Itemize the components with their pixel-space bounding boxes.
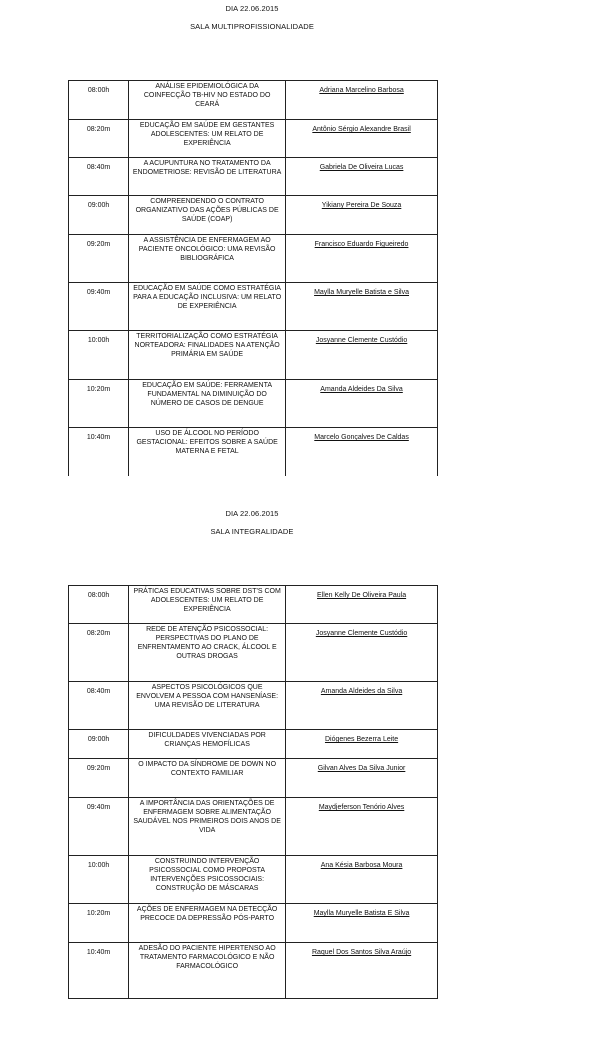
- schedule-row: [69, 856, 438, 904]
- time-cell: 08:20m: [69, 624, 129, 682]
- schedule-row: [69, 235, 438, 283]
- time-cell: 08:40m: [69, 682, 129, 730]
- author-cell: Amanda Aldeides da Silva: [286, 682, 438, 730]
- schedule-row: [69, 943, 438, 999]
- title-cell: DIFICULDADES VIVENCIADAS POR CRIANÇAS HEMOFÍLICAS: [129, 730, 286, 759]
- session2-date: DIA 22.06.2015: [225, 509, 279, 518]
- session2-schedule-table: [68, 585, 438, 999]
- title-cell: CONSTRUINDO INTERVENÇÃO PSICOSSOCIAL COMO PROPOSTA INTERVENÇÕES PSICOSSOCIAIS: CONSTRUÇÃO DE MÁSCARAS: [129, 856, 286, 904]
- time-cell: 10:40m: [69, 428, 129, 476]
- author-cell: Josyanne Clemente Custódio: [286, 331, 438, 380]
- author-cell: Yikiany Pereira De Souza: [286, 196, 438, 235]
- author-cell: Gilvan Alves Da Silva Junior: [286, 759, 438, 798]
- title-cell: PRÁTICAS EDUCATIVAS SOBRE DST'S COM ADOLESCENTES: UM RELATO DE EXPERIÊNCIA: [129, 586, 286, 624]
- time-cell: 10:00h: [69, 331, 129, 380]
- title-cell: USO DE ÁLCOOL NO PERÍODO GESTACIONAL: EFEITOS SOBRE A SAÚDE MATERNA E FETAL: [129, 428, 286, 476]
- time-cell: 10:40m: [69, 943, 129, 999]
- session1-date: DIA 22.06.2015: [225, 4, 279, 13]
- title-cell: ASPECTOS PSICOLÓGICOS QUE ENVOLVEM A PESSOA COM HANSENÍASE: UMA REVISÃO DE LITERATURA: [129, 682, 286, 730]
- title-cell: REDE DE ATENÇÃO PSICOSSOCIAL: PERSPECTIVAS DO PLANO DE ENFRENTAMENTO AO CRACK, ÁLCOOL E OUTRAS DROGAS: [129, 624, 286, 682]
- title-cell: ANÁLISE EPIDEMIOLÓGICA DA COINFECÇÃO TB-HIV NO ESTADO DO CEARÁ: [129, 81, 286, 120]
- session2-room-title: SALA INTEGRALIDADE: [210, 527, 294, 536]
- title-cell: AÇÕES DE ENFERMAGEM NA DETECÇÃO PRECOCE DA DEPRESSÃO PÓS-PARTO: [129, 904, 286, 943]
- session1-room-title: SALA MULTIPROFISSIONALIDADE: [190, 22, 314, 31]
- time-cell: 09:00h: [69, 730, 129, 759]
- title-cell: EDUCAÇÃO EM SAÚDE: FERRAMENTA FUNDAMENTAL NA DIMINUIÇÃO DO NÚMERO DE CASOS DE DENGUE: [129, 380, 286, 428]
- time-cell: 09:20m: [69, 759, 129, 798]
- schedule-row: [69, 196, 438, 235]
- author-cell: Antônio Sérgio Alexandre Brasil: [286, 120, 438, 158]
- author-cell: Josyanne Clemente Custódio: [286, 624, 438, 682]
- time-cell: 09:40m: [69, 283, 129, 331]
- title-cell: ADESÃO DO PACIENTE HIPERTENSO AO TRATAMENTO FARMACOLÓGICO E NÃO FARMACOLÓGICO: [129, 943, 286, 999]
- schedule-row: [69, 730, 438, 759]
- title-cell: A ASSISTÊNCIA DE ENFERMAGEM AO PACIENTE ONCOLÓGICO: UMA REVISÃO BIBLIOGRÁFICA: [129, 235, 286, 283]
- author-cell: Ellen Kelly De Oliveira Paula: [286, 586, 438, 624]
- author-cell: Maylla Muryelle Batista e Silva: [286, 283, 438, 331]
- time-cell: 08:20m: [69, 120, 129, 158]
- title-cell: O IMPACTO DA SÍNDROME DE DOWN NO CONTEXTO FAMILIAR: [129, 759, 286, 798]
- time-cell: 08:00h: [69, 586, 129, 624]
- schedule-row: [69, 428, 438, 476]
- time-cell: 10:20m: [69, 380, 129, 428]
- time-cell: 08:00h: [69, 81, 129, 120]
- time-cell: 08:40m: [69, 158, 129, 196]
- schedule-row: [69, 380, 438, 428]
- time-cell: 09:20m: [69, 235, 129, 283]
- schedule-row: [69, 798, 438, 856]
- session1-schedule-table: [68, 80, 438, 476]
- schedule-row: [69, 283, 438, 331]
- title-cell: A IMPORTÂNCIA DAS ORIENTAÇÕES DE ENFERMAGEM SOBRE ALIMENTAÇÃO SAUDÁVEL NOS PRIMEIROS DOIS ANOS DE VIDA: [129, 798, 286, 856]
- time-cell: 10:20m: [69, 904, 129, 943]
- author-cell: Maylla Muryelle Batista E Silva: [286, 904, 438, 943]
- title-cell: EDUCAÇÃO EM SAÚDE COMO ESTRATÉGIA PARA A EDUCAÇÃO INCLUSIVA: UM RELATO DE EXPERIÊNCIA: [129, 283, 286, 331]
- author-cell: Francisco Eduardo Figueiredo: [286, 235, 438, 283]
- author-cell: Adriana Marcelino Barbosa: [286, 81, 438, 120]
- time-cell: 10:00h: [69, 856, 129, 904]
- title-cell: COMPREENDENDO O CONTRATO ORGANIZATIVO DAS AÇÕES PÚBLICAS DE SAÚDE (COAP): [129, 196, 286, 235]
- schedule-row: [69, 682, 438, 730]
- title-cell: TERRITORIALIZAÇÃO COMO ESTRATÉGIA NORTEADORA: FINALIDADES NA ATENÇÃO PRIMÁRIA EM SAÚDE: [129, 331, 286, 380]
- time-cell: 09:00h: [69, 196, 129, 235]
- schedule-row: [69, 331, 438, 380]
- schedule-row: [69, 586, 438, 624]
- author-cell: Diógenes Bezerra Leite: [286, 730, 438, 759]
- author-cell: Marcelo Gonçalves De Caldas: [286, 428, 438, 476]
- author-cell: Amanda Aldeides Da Silva: [286, 380, 438, 428]
- author-cell: Ana Késia Barbosa Moura: [286, 856, 438, 904]
- author-cell: Raquel Dos Santos Silva Araújo: [286, 943, 438, 999]
- schedule-row: [69, 904, 438, 943]
- time-cell: 09:40m: [69, 798, 129, 856]
- schedule-row: [69, 120, 438, 158]
- author-cell: Gabriela De Oliveira Lucas: [286, 158, 438, 196]
- schedule-row: [69, 759, 438, 798]
- schedule-row: [69, 158, 438, 196]
- author-cell: Maydjeferson Tenório Alves: [286, 798, 438, 856]
- schedule-row: [69, 81, 438, 120]
- schedule-row: [69, 624, 438, 682]
- title-cell: A ACUPUNTURA NO TRATAMENTO DA ENDOMETRIOSE: REVISÃO DE LITERATURA: [129, 158, 286, 196]
- title-cell: EDUCAÇÃO EM SAÚDE EM GESTANTES ADOLESCENTES: UM RELATO DE EXPERIÊNCIA: [129, 120, 286, 158]
